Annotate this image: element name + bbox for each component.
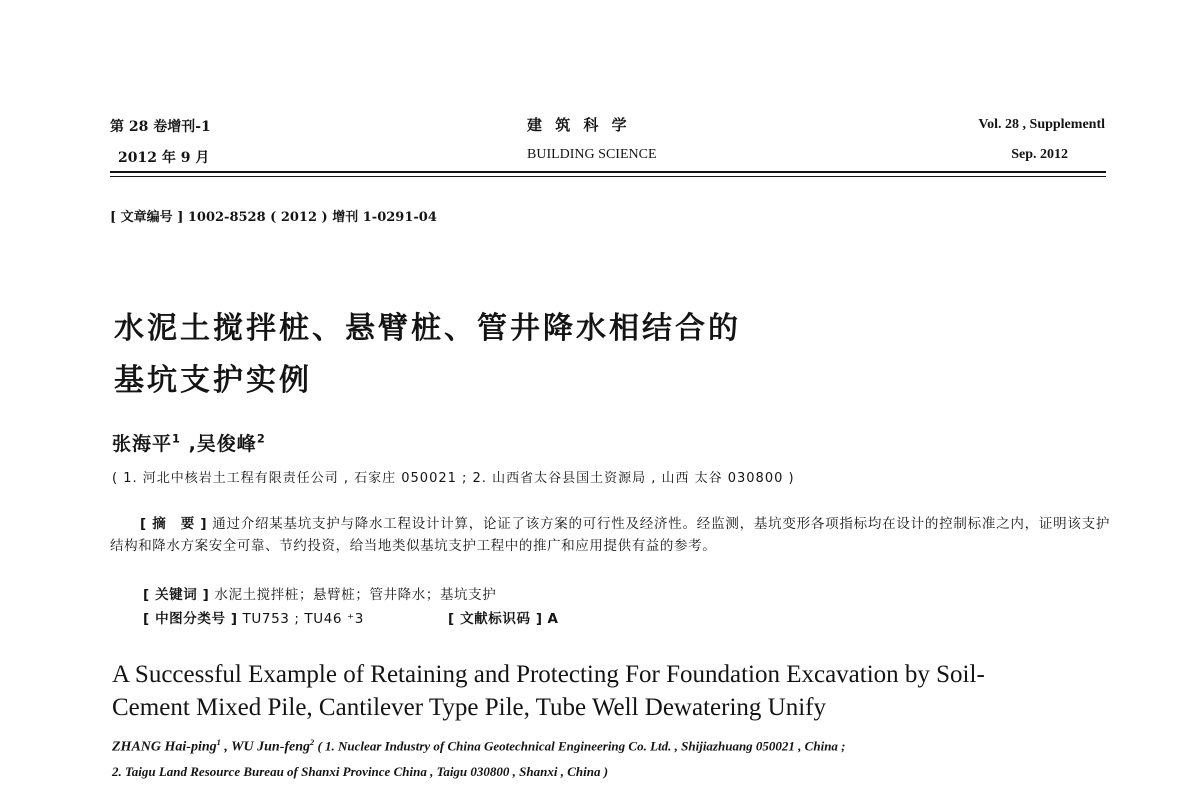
authors-en — [112, 738, 846, 756]
author1-en: ZHANG Hai-ping — [112, 739, 217, 755]
abstract — [110, 513, 1110, 557]
abstract-label: [ 摘 要 ] — [140, 516, 208, 532]
doc-code-line — [448, 608, 559, 630]
authors-cn — [112, 429, 266, 456]
author2-cn-sup: 2 — [256, 431, 266, 446]
title-cn-line1: 水泥土搅拌桩、悬臂桩、管井降水相结合的 — [114, 311, 741, 346]
header-rule-thick — [110, 171, 1106, 173]
header-volume-cn: 第 28 卷增刊-1 — [110, 119, 211, 135]
author-sep-cn: , — [180, 433, 197, 455]
title-cn-line2: 基坑支护实例 — [114, 363, 312, 398]
article-id: [ 文章编号 ] 1002-8528 ( 2012 ) 增刊 1-0291-04 — [110, 210, 437, 225]
title-en-line2: Cement Mixed Pile, Cantilever Type Pile, Tube Well Dewatering Unify — [112, 694, 826, 721]
author-sep-en: , — [220, 739, 232, 755]
author1-cn: 张海平 — [112, 433, 173, 455]
keywords-line — [143, 584, 496, 606]
author1-cn-sup: 1 — [172, 431, 181, 446]
author2-en-sup: 2 — [310, 738, 315, 747]
header-journal-en: BUILDING SCIENCE — [527, 147, 657, 162]
affiliations-cn: ( 1. 河北中核岩土工程有限责任公司 , 石家庄 050021 ; 2. 山西省太谷县国土资源局 , 山西 太谷 030800 ) — [112, 471, 795, 486]
title-en-line1: A Successful Example of Retaining and Protecting For Foundation Excavation by Soil- — [112, 661, 985, 688]
author2-cn: 吴俊峰 — [196, 433, 257, 455]
header-rule-thin — [110, 176, 1106, 177]
keywords-value: 水泥土搅拌桩；悬臂桩；管井降水；基坑支护 — [214, 587, 497, 603]
keywords-label: [ 关键词 ] — [143, 587, 210, 603]
header-volume-en: Vol. 28 , Supplementl — [978, 117, 1105, 132]
doc-value: A — [547, 611, 559, 627]
affiliations-en-line2: 2. Taigu Land Resource Bureau of Shanxi Province China , Taigu 030800 , Shanxi , China ) — [112, 764, 609, 779]
class-value: TU753 ; TU46 ⁺3 — [242, 611, 364, 627]
header-date-en: Sep. 2012 — [1011, 147, 1068, 162]
affiliations-en-line1: ( 1. Nuclear Industry of China Geotechnical Engineering Co. Ltd. , Shijiazhuang 050021 , China ; — [314, 738, 846, 754]
author2-en: WU Jun-feng — [231, 739, 311, 755]
abstract-text: 通过介绍某基坑支护与降水工程设计计算，论证了该方案的可行性及经济性。经监测，基坑变形各项指标均在设计的控制标准之内，证明该支护结构和降水方案安全可靠、节约投资，给当地类似基坑支护工程中的推广和应用提供有益的参考。 — [110, 516, 1110, 554]
header-date-cn: 2012 年 9 月 — [118, 150, 210, 166]
header-journal-cn: 建 筑 科 学 — [527, 116, 631, 134]
author1-en-sup: 1 — [216, 738, 221, 747]
doc-label: [ 文献标识码 ] — [448, 611, 543, 627]
class-label: [ 中图分类号 ] — [143, 611, 238, 627]
classification-line — [143, 608, 364, 630]
